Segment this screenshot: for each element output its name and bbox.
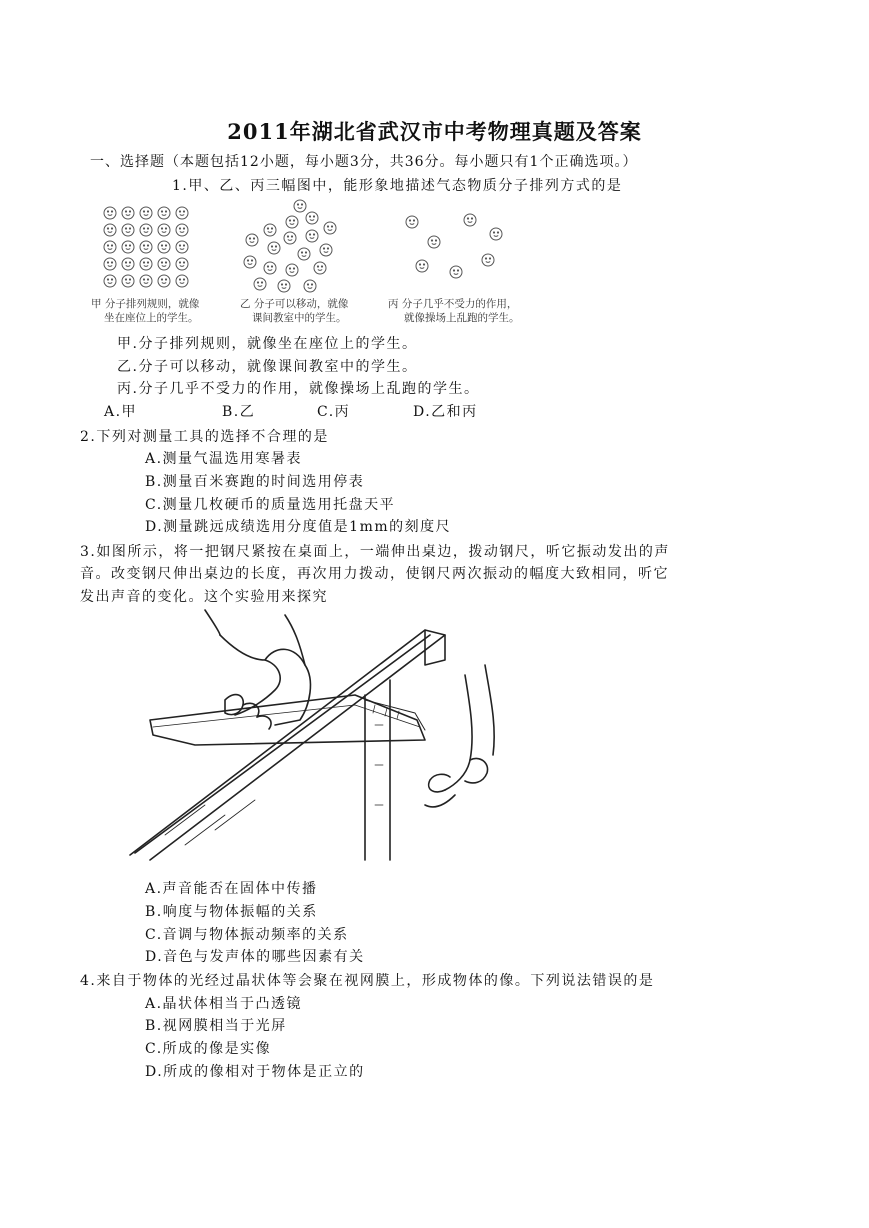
fig-caption-c-line2: 就像操场上乱跑的学生。	[404, 312, 520, 324]
fig-caption-c-line1: 丙 分子几乎不受力的作用，	[388, 298, 518, 310]
molecule-circle	[264, 262, 276, 274]
molecule-circle	[278, 280, 290, 292]
molecule-circle	[104, 207, 116, 219]
molecule-circle	[140, 258, 152, 270]
molecule-circle	[104, 224, 116, 236]
molecule-circle	[482, 254, 494, 266]
q2-option-d: D.测量跳远成绩选用分度值是1mm的刻度尺	[145, 519, 452, 535]
q1-line-bing: 丙.分子几乎不受力的作用，就像操场上乱跑的学生。	[117, 381, 480, 397]
molecule-circle	[450, 266, 462, 278]
q1-line-jia: 甲.分子排列规则，就像坐在座位上的学生。	[117, 336, 418, 352]
molecule-circle	[324, 222, 336, 234]
molecule-circle	[122, 275, 134, 287]
q3-stem-line2: 音。改变钢尺伸出桌边的长度，再次用力拨动，使钢尺两次振动的幅度大致相同，听它	[80, 566, 669, 582]
q3-stem-line3: 发出声音的变化。这个实验用来探究	[80, 589, 328, 605]
molecule-circle	[304, 280, 316, 292]
q2-stem: 2.下列对测量工具的选择不合理的是	[80, 429, 329, 445]
ruler-experiment-illustration	[125, 605, 530, 865]
q1-line-yi: 乙.分子可以移动，就像课间教室中的学生。	[117, 359, 418, 375]
molecule-circle	[314, 262, 326, 274]
molecule-circle	[254, 278, 266, 290]
molecule-circle	[286, 264, 298, 276]
molecule-circle	[176, 224, 188, 236]
molecule-circle	[264, 224, 276, 236]
molecule-circle	[122, 207, 134, 219]
molecule-circle	[464, 214, 476, 226]
q3-option-c: C.音调与物体振动频率的关系	[145, 927, 349, 943]
molecule-figure-solid	[100, 203, 210, 293]
molecule-circle	[176, 275, 188, 287]
q1-option-b: B.乙	[222, 404, 256, 420]
molecule-circle	[284, 232, 296, 244]
molecule-circle	[158, 207, 170, 219]
molecule-circle	[104, 241, 116, 253]
molecule-circle	[140, 275, 152, 287]
fig-caption-a-line2: 坐在座位上的学生。	[104, 312, 199, 324]
molecule-circle	[306, 230, 318, 242]
molecule-circle	[158, 275, 170, 287]
section-heading: 一、选择题（本题包括12小题，每小题3分，共36分。每小题只有1个正确选项。）	[90, 154, 638, 170]
q2-option-a: A.测量气温选用寒暑表	[145, 451, 303, 467]
q1-option-a: A.甲	[104, 404, 138, 420]
molecule-circle	[306, 212, 318, 224]
molecule-circle	[104, 275, 116, 287]
q1-option-c: C.丙	[317, 404, 351, 420]
molecule-circle	[122, 224, 134, 236]
molecule-circle	[158, 241, 170, 253]
molecule-circle	[416, 260, 428, 272]
q1-stem: 1.甲、乙、丙三幅图中，能形象地描述气态物质分子排列方式的是	[172, 178, 623, 194]
molecule-circle	[140, 241, 152, 253]
fig-caption-a-line1: 甲 分子排列规则，就像	[91, 298, 200, 310]
molecule-circle	[428, 236, 440, 248]
molecule-circle	[122, 258, 134, 270]
page-title: 2011年湖北省武汉市中考物理真题及答案	[227, 119, 642, 144]
q4-option-a: A.晶状体相当于凸透镜	[145, 996, 303, 1012]
molecule-circle	[320, 244, 332, 256]
q4-option-b: B.视网膜相当于光屏	[145, 1018, 287, 1034]
q1-option-d: D.乙和丙	[413, 404, 478, 420]
q4-option-c: C.所成的像是实像	[145, 1041, 272, 1057]
molecule-circle	[268, 242, 280, 254]
molecule-circle	[246, 234, 258, 246]
q4-stem: 4.来自于物体的光经过晶状体等会聚在视网膜上，形成物体的像。下列说法错误的是	[80, 973, 655, 989]
molecule-circle	[104, 258, 116, 270]
molecule-circle	[294, 200, 306, 212]
molecule-circle	[298, 248, 310, 260]
molecule-circle	[140, 207, 152, 219]
q4-option-d: D.所成的像相对于物体是正立的	[145, 1064, 365, 1080]
fig-caption-b-line1: 乙 分子可以移动，就像	[240, 298, 349, 310]
q3-stem-line1: 3.如图所示，将一把钢尺紧按在桌面上，一端伸出桌边，拨动钢尺，听它振动发出的声	[80, 544, 670, 560]
molecule-circle	[140, 224, 152, 236]
molecule-figure-gas	[400, 210, 510, 290]
fig-caption-b-line2: 课间教室中的学生。	[252, 312, 347, 324]
molecule-circle	[176, 207, 188, 219]
molecule-circle	[490, 228, 502, 240]
molecule-circle	[244, 256, 256, 268]
q2-option-c: C.测量几枚硬币的质量选用托盘天平	[145, 497, 396, 513]
q3-option-d: D.音色与发声体的哪些因素有关	[145, 949, 365, 965]
molecule-circle	[176, 258, 188, 270]
molecule-circle	[176, 241, 188, 253]
q2-option-b: B.测量百米赛跑的时间选用停表	[145, 474, 365, 490]
molecule-circle	[158, 224, 170, 236]
q3-option-a: A.声音能否在固体中传播	[145, 881, 318, 897]
molecule-circle	[406, 216, 418, 228]
q3-option-b: B.响度与物体振幅的关系	[145, 904, 318, 920]
molecule-circle	[158, 258, 170, 270]
molecule-circle	[286, 216, 298, 228]
molecule-figure-liquid	[230, 198, 350, 294]
molecule-circle	[122, 241, 134, 253]
